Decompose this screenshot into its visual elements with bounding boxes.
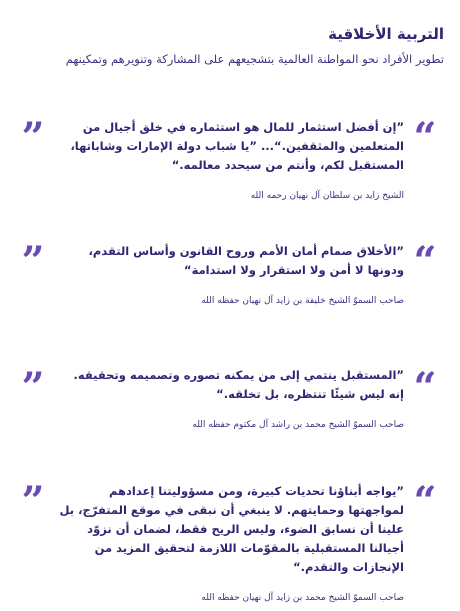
open-quote-icon: “	[413, 478, 437, 525]
quote-author: الشيخ زايد بن سلطان آل نهيان رحمه الله	[250, 191, 404, 201]
quote-text: ”المستقبل ينتمي إلى من يمكنه تصوره وتصميمه وتحقيقه. إنه ليس شيئًا تنتظره، بل تخلقه.“	[73, 368, 404, 401]
quote-text: ”يواجه أبناؤنا تحديات كبيرة، ومن مسؤوليتنا إعدادهم لمواجهتها وحمايتهم. لا ينبغي أن نبقى في موقع المتفرّج، بل علينا أن نسابق الضوء، وليس الريح فقط، لضمان أن نزوّد أجيالنا المستقبلية بالمقوّمات اللازمة لتحقيق المزيد من الإنجازات والتقدم.“	[59, 484, 404, 574]
quotes-list	[14, 108, 444, 603]
quote-author: صاحب السموّ الشيخ محمد بن راشد آل مكتوم حفظه الله	[192, 420, 404, 430]
quote-item	[14, 226, 444, 344]
open-quote-icon: “	[413, 114, 437, 161]
open-quote-icon: “	[413, 238, 437, 285]
quote-item	[14, 108, 444, 226]
quote-item	[14, 462, 444, 603]
quote-text: ”إن أفضل استثمار للمال هو استثماره في خلق أجيال من المتعلمين والمثقفين.“... ”يا شباب دولة الإمارات وشاباتها، المستقبل لكم، وأنتم من سيحدد معالمه.“	[70, 120, 404, 172]
quote-author: صاحب السموّ الشيخ محمد بن زايد آل نهيان حفظه الله	[201, 593, 404, 603]
open-quote-icon: “	[413, 364, 437, 411]
page-subtitle: تطوير الأفراد نحو المواطنة العالمية بتشجيعهم على المشاركة وتنويرهم وتمكينهم	[65, 52, 444, 66]
section-header	[10, 0, 444, 68]
quote-author: صاحب السموّ الشيخ خليفة بن زايد آل نهيان حفظه الله	[201, 296, 404, 306]
page-title: التربية الأخلاقية	[328, 25, 444, 43]
close-quote-icon: ”	[21, 478, 45, 525]
quote-text: ”الأخلاق صمام أمان الأمم وروح القانون وأساس التقدم، ودونها لا أمن ولا استقرار ولا استدامة“	[88, 244, 404, 277]
quote-item	[14, 344, 444, 462]
close-quote-icon: ”	[21, 364, 45, 411]
close-quote-icon: ”	[21, 238, 45, 285]
close-quote-icon: ”	[21, 114, 45, 161]
